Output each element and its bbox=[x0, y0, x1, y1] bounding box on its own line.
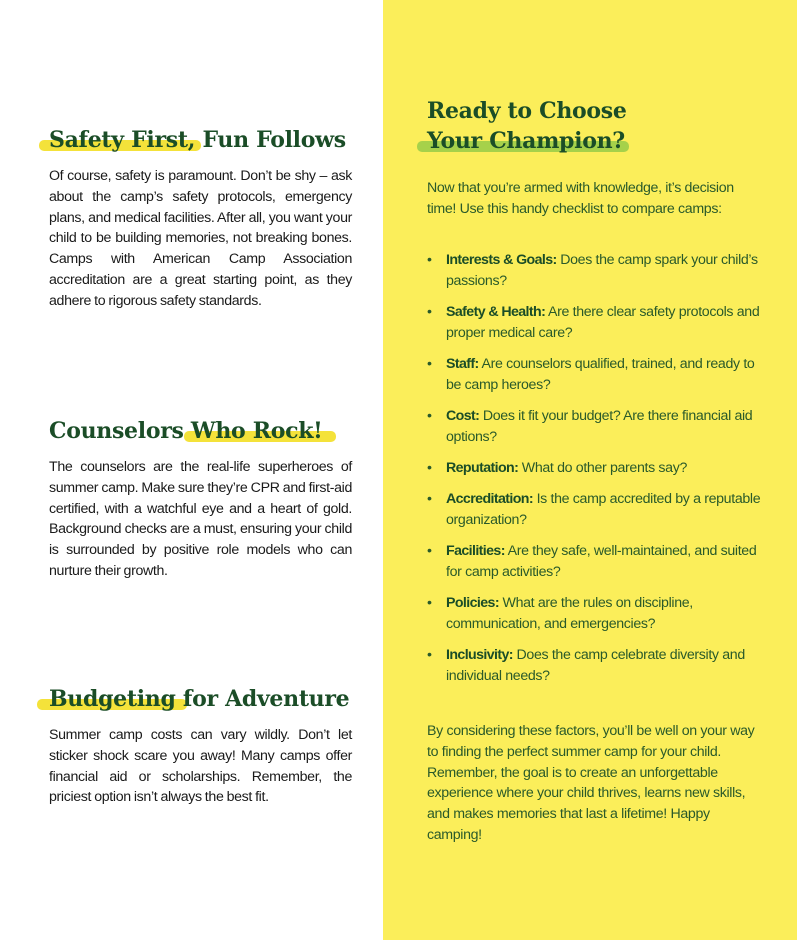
checklist-item-label: Staff: bbox=[446, 355, 479, 372]
checklist-item-label: Policies: bbox=[446, 595, 499, 612]
checklist-item bbox=[427, 541, 767, 583]
bullet-icon: • bbox=[427, 543, 432, 560]
checklist-item bbox=[427, 406, 767, 448]
counselors-heading: Counselors Who Rock! bbox=[49, 417, 352, 445]
checklist-item-label: Interests & Goals: bbox=[446, 252, 557, 268]
checklist-item-text: Are they safe, well-maintained, and suited for camp activities? bbox=[446, 543, 757, 580]
checklist-item-label: Facilities: bbox=[446, 543, 505, 560]
checklist-item-text: What are the rules on discipline, communication, and emergencies? bbox=[446, 595, 693, 632]
checklist-item-text: Are there clear safety protocols and proper medical care? bbox=[446, 303, 760, 341]
budgeting-heading: Budgeting for Adventure bbox=[49, 685, 352, 713]
checklist-item bbox=[427, 593, 767, 635]
checklist-item-text: Does it fit your budget? Are there financial aid options? bbox=[446, 407, 753, 445]
checklist-item bbox=[427, 250, 767, 292]
bullet-icon: • bbox=[427, 407, 432, 424]
heading-line: Ready to Choose bbox=[427, 98, 627, 124]
checklist-item-label: Reputation: bbox=[446, 459, 519, 476]
bullet-icon: • bbox=[427, 491, 432, 508]
checklist-item bbox=[427, 489, 767, 531]
checklist-item-label: Safety & Health: bbox=[446, 303, 546, 320]
safety-body: Of course, safety is paramount. Don’t be shy – ask about the camp’s safety protocols, emergency plans, and medical facilities. After all, you want your child to be building memories, not breaking bones. Camps with American Camp Association accreditation are a great starting point, as they adhere to rigorous safety standards. bbox=[49, 168, 352, 309]
checklist-item bbox=[427, 354, 767, 396]
heading-line: Your Champion? bbox=[427, 126, 757, 156]
bullet-icon: • bbox=[427, 595, 432, 612]
checklist-item-text: Does the camp celebrate diversity and individual needs? bbox=[446, 647, 745, 684]
safety-section bbox=[49, 126, 352, 312]
checklist-item-label: Accreditation: bbox=[446, 491, 533, 508]
checklist-item-text: What do other parents say? bbox=[518, 459, 687, 476]
checklist-item-label: Cost: bbox=[446, 407, 480, 424]
checklist-conclusion: By considering these factors, you’ll be well on your way to finding the perfect summer camp for your child. Remember, the goal is to create an unforgettable experience where your child thrives, learns new skills, and makes memories that last a lifetime! Happy camping! bbox=[427, 723, 755, 843]
checklist-item bbox=[427, 458, 767, 479]
checklist-item-text: Are counselors qualified, trained, and ready to be camp heroes? bbox=[446, 355, 755, 393]
checklist-item-text: Does the camp spark your child’s passions? bbox=[446, 252, 758, 289]
checklist-item-text: Is the camp accredited by a reputable organization? bbox=[446, 491, 761, 528]
bullet-icon: • bbox=[427, 459, 432, 476]
bullet-icon: • bbox=[427, 355, 432, 372]
camp-checklist bbox=[427, 250, 767, 697]
bullet-icon: • bbox=[427, 303, 432, 320]
safety-heading: Safety First, Fun Follows bbox=[49, 126, 352, 154]
checklist-heading bbox=[427, 96, 757, 156]
counselors-body: The counselors are the real-life superheroes of summer camp. Make sure they’re CPR and first-aid certified, with a watchful eye and a heart of gold. Background checks are a must, ensuring your child is surrounded by positive role models who can nurture their growth. bbox=[49, 459, 352, 579]
checklist-item bbox=[427, 302, 767, 344]
checklist-item bbox=[427, 645, 767, 687]
counselors-section bbox=[49, 417, 352, 582]
bullet-icon: • bbox=[427, 647, 432, 664]
budgeting-section bbox=[49, 685, 352, 808]
bullet-icon: • bbox=[427, 252, 432, 268]
checklist-intro: Now that you’re armed with knowledge, it’s decision time! Use this handy checklist to compare camps: bbox=[427, 180, 734, 217]
checklist-item-label: Inclusivity: bbox=[446, 647, 513, 664]
budgeting-body: Summer camp costs can vary wildly. Don’t let sticker shock scare you away! Many camps offer financial aid or scholarships. Remember, the priciest option isn’t always the best fit. bbox=[49, 727, 352, 806]
